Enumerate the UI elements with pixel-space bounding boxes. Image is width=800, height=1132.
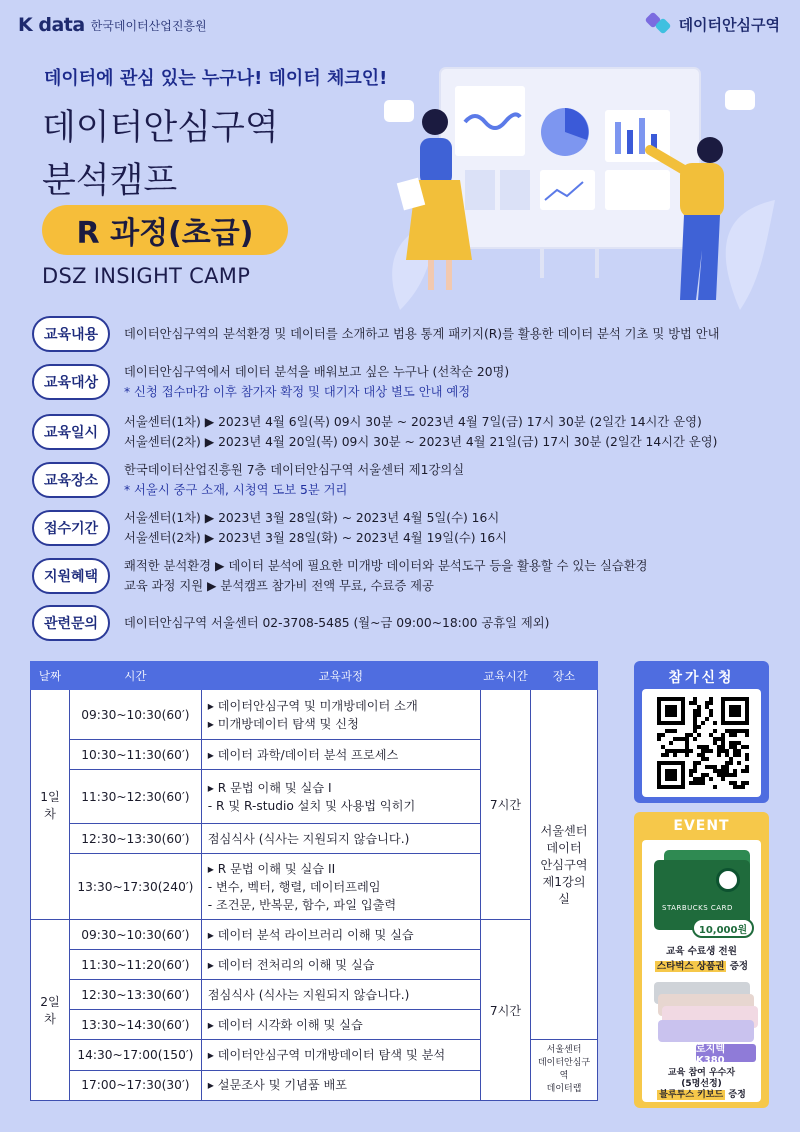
- info-body: [124, 460, 464, 500]
- table-row: [31, 920, 598, 950]
- time-cell: 10:30~11:30(60′): [69, 740, 201, 770]
- time-cell: 13:30~17:30(240′): [69, 854, 201, 920]
- reward1-highlight: 스타벅스 상품권: [656, 961, 725, 972]
- course-cell: [201, 740, 480, 770]
- kdata-logo: [18, 14, 207, 36]
- reward2-text: [642, 1068, 761, 1101]
- keyboard-label: 로지텍 K380: [696, 1044, 756, 1062]
- day-cell: 2일차: [31, 920, 70, 1101]
- header-hours: 교육시간: [480, 662, 530, 690]
- course-item: 점심식사 (식사는 지원되지 않습니다.): [207, 987, 410, 1002]
- place-line: 데이터랩: [546, 1084, 582, 1094]
- course-item: ▸ 데이터안심구역 미개방데이터 탐색 및 분석: [207, 1047, 446, 1062]
- info-line: 쾌적한 분석환경 ▶ 데이터 분석에 필요한 미개방 데이터와 분석도구 등을 활용할 수 있는 실습환경: [124, 559, 648, 573]
- info-body: [124, 362, 509, 402]
- info-row-datetime: [32, 412, 717, 452]
- course-item: - R 및 R-studio 설치 및 사용법 익히기: [207, 798, 416, 813]
- tagline: 데이터에 관심 있는 누구나! 데이터 체크인!: [44, 68, 388, 89]
- course-item: ▸ 미개방데이터 탐색 및 신청: [207, 716, 359, 731]
- info-line: 데이터안심구역의 분석환경 및 데이터를 소개하고 범용 통계 패키지(R)를 활용한 데이터 분석 기초 및 방법 안내: [124, 327, 720, 341]
- reward2-highlight: 블루투스 키보드: [659, 1090, 724, 1100]
- info-label: 교육대상: [32, 364, 110, 400]
- hours-cell: 7시간: [480, 690, 530, 920]
- course-cell: [201, 854, 480, 920]
- keyboard-image-lavender: [658, 1020, 754, 1042]
- info-line: 데이터안심구역에서 데이터 분석을 배워보고 싶은 누구나 (선착순 20명): [124, 365, 510, 379]
- table-row: [31, 690, 598, 740]
- course-item: - 변수, 벡터, 행렬, 데이터프레임: [207, 879, 381, 894]
- course-item: ▸ R 문법 이해 및 실습 I: [207, 780, 332, 795]
- apply-title: 참가신청: [668, 670, 735, 686]
- title-line-1: 데이터안심구역: [42, 108, 279, 148]
- info-label: 교육장소: [32, 462, 110, 498]
- course-item: - 조건문, 반복문, 함수, 파일 입출력: [207, 897, 397, 912]
- event-title: EVENT: [673, 818, 730, 834]
- course-item: ▸ 데이터 전처리의 이해 및 실습: [207, 957, 375, 972]
- info-row-place: [32, 460, 464, 500]
- course-cell: [201, 1070, 480, 1101]
- info-line: 서울센터(1차) ▶ 2023년 4월 6일(목) 09시 30분 ~ 2023년 4월 7일(금) 17시 30분 (2일간 14시간 운영): [124, 415, 702, 429]
- reward2-line2: (5명선정): [681, 1079, 722, 1089]
- kdata-org-name: 한국데이터산업진흥원: [90, 18, 207, 33]
- info-label: 교육내용: [32, 316, 110, 352]
- course-cell: [201, 1040, 480, 1071]
- info-body: [124, 412, 717, 452]
- course-item: ▸ 데이터 분석 라이브러리 이해 및 실습: [207, 927, 414, 942]
- time-cell: 12:30~13:30(60′): [69, 980, 201, 1010]
- info-row-registration: [32, 508, 507, 548]
- place-line: 안심구역: [540, 858, 588, 872]
- course-cell: [201, 770, 480, 824]
- header-day: 날짜: [31, 662, 70, 690]
- course-cell: [201, 1010, 480, 1040]
- reward1-line2: [642, 959, 761, 974]
- time-cell: 14:30~17:00(150′): [69, 1040, 201, 1071]
- day-cell: 1일차: [31, 690, 70, 920]
- kdata-logo-mark: K data: [18, 14, 85, 36]
- info-note: * 신청 접수마감 이후 참가자 확정 및 대기자 대상 별도 안내 예정: [124, 385, 471, 399]
- info-body: [124, 613, 549, 633]
- hours-cell: 7시간: [480, 920, 530, 1101]
- info-note: * 서울시 중구 소재, 시청역 도보 5분 거리: [124, 483, 348, 497]
- course-item: ▸ 데이터 과학/데이터 분석 프로세스: [207, 747, 399, 762]
- dsz-logo-text: 데이터안심구역: [678, 15, 780, 34]
- starbucks-logo-icon: [716, 868, 740, 892]
- header-course: 교육과정: [201, 662, 480, 690]
- info-row-benefit: [32, 556, 648, 596]
- place-cell-datalab: [531, 1040, 598, 1101]
- time-cell: 09:30~10:30(60′): [69, 690, 201, 740]
- time-cell: 11:30~11:20(60′): [69, 950, 201, 980]
- info-row-content: [32, 316, 720, 352]
- info-row-target: [32, 362, 509, 402]
- reward1-suffix: 증정: [729, 961, 749, 972]
- info-label: 접수기간: [32, 510, 110, 546]
- place-cell: [531, 690, 598, 1040]
- info-line: 교육 과정 지원 ▶ 분석캠프 참가비 전액 무료, 수료증 제공: [124, 579, 434, 593]
- subtitle: DSZ INSIGHT CAMP: [42, 264, 251, 288]
- info-label: 지원혜택: [32, 558, 110, 594]
- course-cell: [201, 920, 480, 950]
- reward2-suffix: 증정: [728, 1090, 746, 1100]
- course-cell: [201, 980, 480, 1010]
- info-label: 교육일시: [32, 414, 110, 450]
- info-body: [124, 556, 648, 596]
- course-item: 점심식사 (식사는 지원되지 않습니다.): [207, 831, 410, 846]
- course-cell: [201, 824, 480, 854]
- dsz-logo: [645, 12, 780, 36]
- course-cell: [201, 950, 480, 980]
- reward1-line1: 교육 수료생 전원: [666, 946, 737, 957]
- reward2-line3: [642, 1090, 761, 1101]
- table-header-row: [31, 662, 598, 690]
- apply-box: [634, 661, 769, 803]
- time-cell: 11:30~12:30(60′): [69, 770, 201, 824]
- place-line: 서울센터: [546, 1045, 582, 1055]
- place-line: 데이터안심구역: [537, 1058, 591, 1081]
- place-line: 제1강의실: [542, 875, 586, 906]
- reward1-text: [642, 944, 761, 974]
- info-row-contact: [32, 605, 549, 641]
- info-line: 한국데이터산업진흥원 7층 데이터안심구역 서울센터 제1강의실: [124, 463, 465, 477]
- course-cell: [201, 690, 480, 740]
- time-cell: 17:00~17:30(30′): [69, 1070, 201, 1101]
- info-label: 관련문의: [32, 605, 110, 641]
- event-inner: [642, 840, 761, 1102]
- time-cell: 09:30~10:30(60′): [69, 920, 201, 950]
- reward2-line1: 교육 참여 우수자: [667, 1068, 736, 1078]
- info-body: [124, 508, 507, 548]
- time-cell: 13:30~14:30(60′): [69, 1010, 201, 1040]
- time-cell: 12:30~13:30(60′): [69, 824, 201, 854]
- event-box: [634, 812, 769, 1108]
- hero-illustration: [380, 60, 780, 310]
- course-item: ▸ 데이터안심구역 및 미개방데이터 소개: [207, 698, 418, 713]
- info-line: 서울센터(2차) ▶ 2023년 3월 28일(화) ~ 2023년 4월 19일(수) 16시: [124, 531, 508, 545]
- place-line: 서울센터: [540, 824, 588, 838]
- schedule-table: [30, 661, 598, 1101]
- qr-code-icon[interactable]: [642, 689, 761, 797]
- course-pill: R 과정(초급): [42, 205, 288, 255]
- place-line: 데이터: [546, 841, 582, 855]
- course-item: ▸ R 문법 이해 및 실습 II: [207, 861, 336, 876]
- course-item: ▸ 설문조사 및 기념품 배포: [207, 1078, 348, 1093]
- dsz-logo-icon: [645, 12, 673, 36]
- card-brand: STARBUCKS CARD: [662, 904, 733, 912]
- card-price: 10,000원: [692, 918, 754, 938]
- header-time: 시간: [69, 662, 201, 690]
- info-line: 서울센터(1차) ▶ 2023년 3월 28일(화) ~ 2023년 4월 5일(수) 16시: [124, 511, 500, 525]
- qr-code[interactable]: [642, 689, 761, 797]
- info-line: 데이터안심구역 서울센터 02-3708-5485 (월~금 09:00~18:00 공휴일 제외): [124, 616, 550, 630]
- info-body: [124, 324, 720, 344]
- info-line: 서울센터(2차) ▶ 2023년 4월 20일(목) 09시 30분 ~ 2023년 4월 21일(금) 17시 30분 (2일간 14시간 운영): [124, 435, 718, 449]
- course-item: ▸ 데이터 시각화 이해 및 실습: [207, 1017, 363, 1032]
- title-line-2: 분석캠프: [42, 161, 178, 201]
- header-place: 장소: [531, 662, 598, 690]
